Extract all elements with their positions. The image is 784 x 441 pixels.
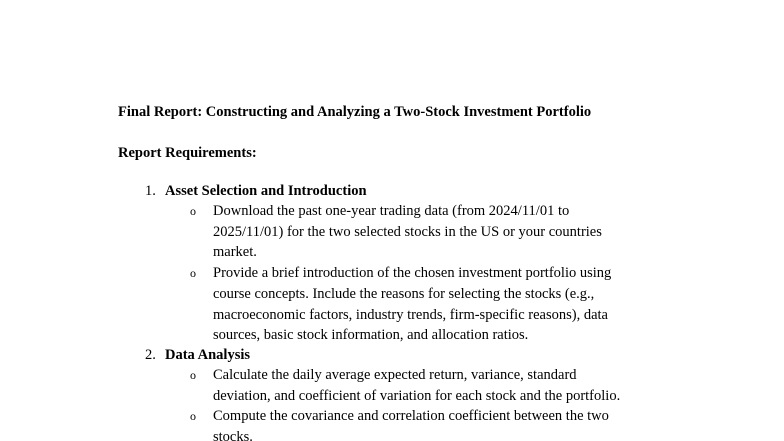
list-item-text: [213, 263, 663, 346]
list-item: [118, 201, 678, 263]
list-item: [118, 406, 678, 441]
list-item-text: [213, 406, 663, 441]
text-line: Calculate the daily average expected return, variance, standard: [213, 367, 577, 383]
text-line: stocks.: [213, 429, 253, 441]
text-line: deviation, and coefficient of variation for each stock and the portfolio.: [213, 387, 621, 404]
text-line: Provide a brief introduction of the chosen investment portfolio using: [213, 265, 612, 282]
section-header: [118, 345, 678, 365]
document-title: Final Report: Constructing and Analyzing a Two-Stock Investment Portfolio: [118, 104, 592, 120]
text-line: market.: [213, 244, 257, 261]
text-line: macroeconomic factors, industry trends, firm-specific reasons), data: [213, 306, 608, 323]
section-number: 2.: [145, 347, 156, 363]
section-data-analysis: [118, 345, 678, 441]
section-title: Data Analysis: [165, 347, 251, 363]
section-header: [118, 181, 678, 201]
section-asset-selection: [118, 181, 678, 346]
section-number: 1.: [145, 183, 156, 199]
bullet-circle-icon: o: [190, 409, 196, 424]
requirements-heading: Report Requirements:: [118, 145, 257, 161]
bullet-circle-icon: o: [190, 204, 196, 218]
text-line: 2025/11/01) for the two selected stocks in the US or your countries: [213, 223, 602, 240]
section-title: Asset Selection and Introduction: [165, 183, 367, 199]
list-item-text: [213, 201, 663, 263]
bullet-circle-icon: o: [190, 266, 196, 281]
list-item-text: [213, 365, 663, 406]
list-item: [118, 263, 678, 346]
bullet-circle-icon: o: [190, 368, 196, 382]
text-line: course concepts. Include the reasons for selecting the stocks (e.g.,: [213, 285, 595, 302]
text-line: Compute the covariance and correlation coefficient between the two: [213, 408, 609, 425]
list-item: [118, 365, 678, 406]
text-line: Download the past one-year trading data (from 2024/11/01 to: [213, 203, 570, 219]
text-line: sources, basic stock information, and allocation ratios.: [213, 327, 529, 344]
